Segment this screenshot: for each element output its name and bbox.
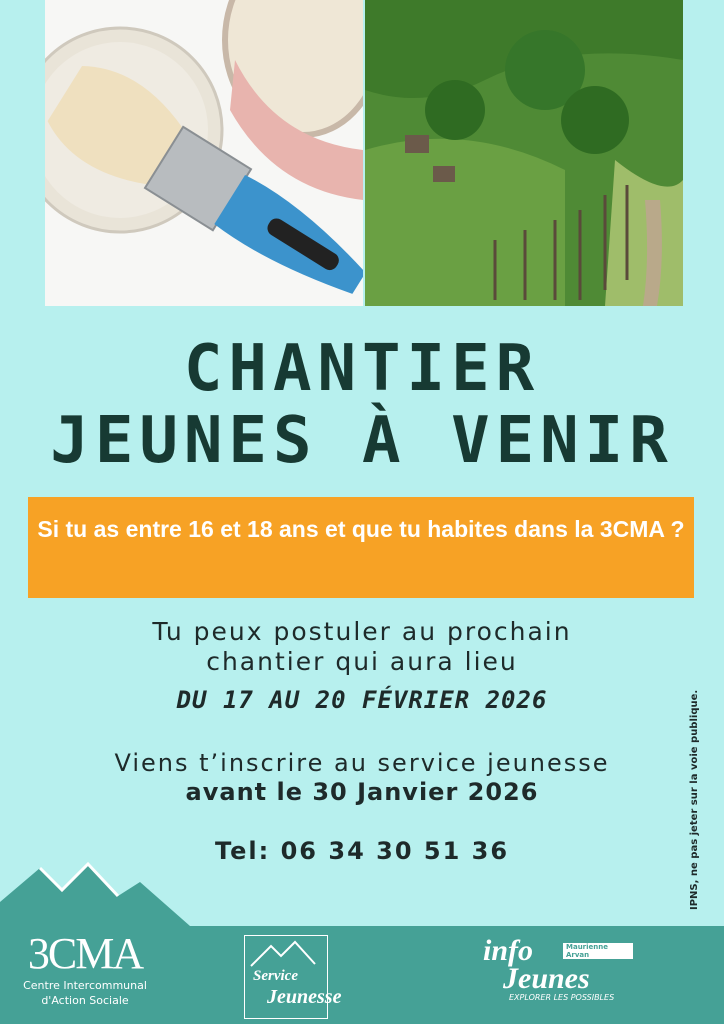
3cma-logo-name: 3CMA (27, 929, 143, 978)
3cma-logo-line-2: d'Action Sociale (41, 994, 129, 1007)
banner-text: Si tu as entre 16 et 18 ans et que tu habites dans la 3CMA ? (37, 516, 685, 542)
paintbrush-photo (45, 0, 363, 306)
signup-deadline: avant le 30 Janvier 2026 (185, 778, 539, 806)
info-jeunes-line-2: Jeunes (503, 962, 590, 995)
intro-text (0, 617, 724, 677)
age-question-banner (28, 497, 694, 598)
phone-number: Tel: 06 34 30 51 36 (214, 837, 510, 865)
legal-notice: IPNS, ne pas jeter sur la voie publique. (689, 689, 700, 910)
headline-line-1: CHANTIER (183, 332, 541, 406)
service-jeunesse-line-2: Jeunesse (267, 986, 342, 1008)
intro-line-2: chantier qui aura lieu (206, 647, 518, 676)
info-jeunes-logo (483, 934, 633, 1002)
3cma-logo-line-1: Centre Intercommunal (23, 979, 147, 992)
info-jeunes-tag: Maurienne Arvan (563, 943, 633, 959)
3cma-logo (10, 930, 160, 1008)
mountain-icon (245, 936, 327, 970)
info-jeunes-line-1: info (483, 934, 534, 967)
info-jeunes-slogan: EXPLORER LES POSSIBLES (509, 993, 615, 1002)
service-jeunesse-logo (244, 935, 342, 1019)
intro-line-1: Tu peux postuler au prochain (152, 617, 572, 646)
service-jeunesse-line-1: Service (253, 968, 298, 984)
signup-invite: Viens t’inscrire au service jeunesse (114, 749, 610, 777)
vineyard-photo (365, 0, 683, 306)
headline-line-2: JEUNES À VENIR (50, 404, 674, 478)
event-dates: DU 17 AU 20 FÉVRIER 2026 (176, 686, 548, 714)
